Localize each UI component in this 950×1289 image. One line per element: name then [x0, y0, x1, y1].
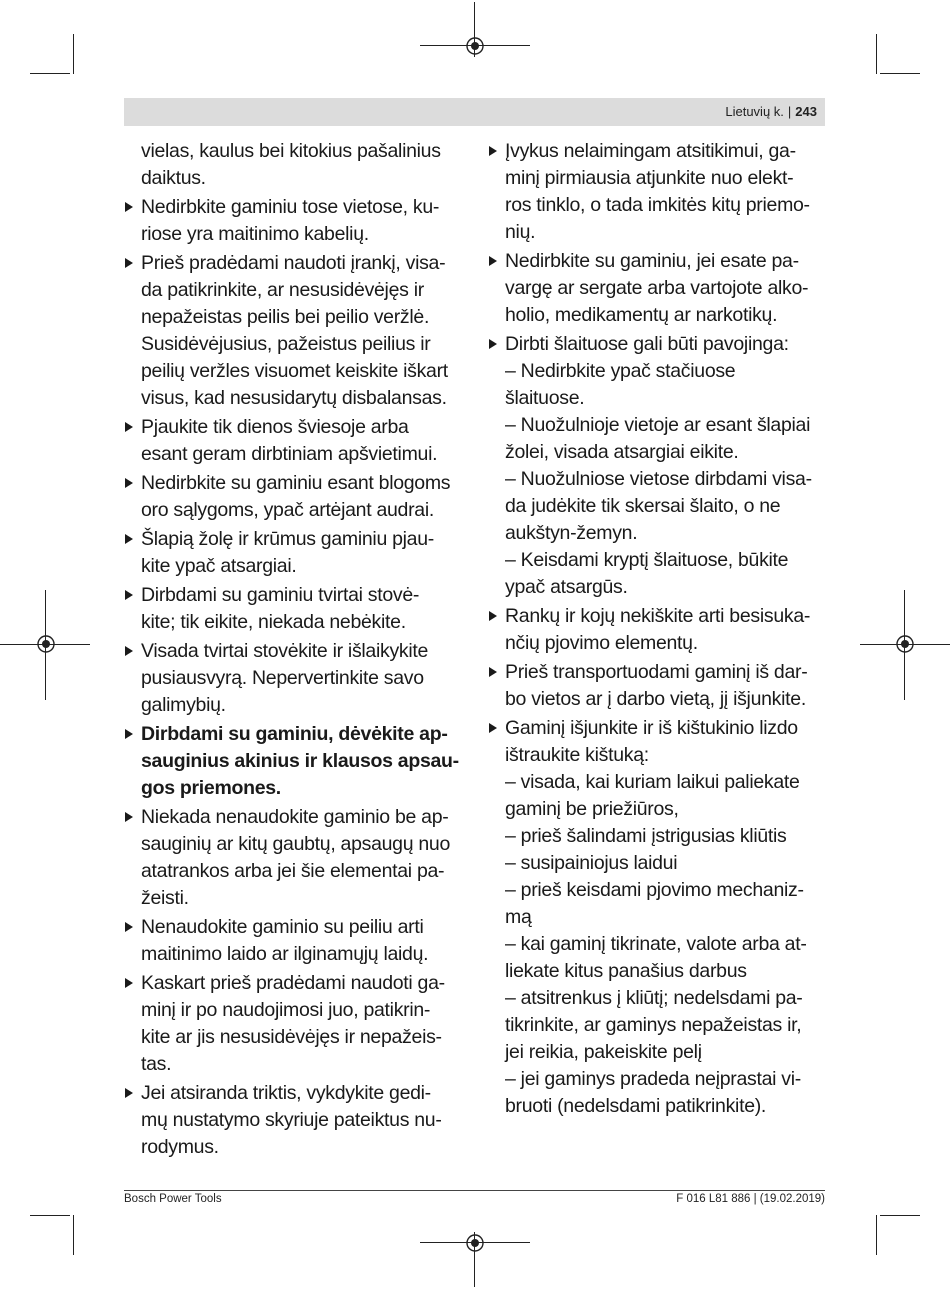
text-line: da patikrinkite, ar nesusidėvėjęs ir [141, 279, 424, 301]
crop-mark [876, 34, 877, 74]
text-line: Gaminį išjunkite ir iš kištukinio lizdo [505, 717, 798, 739]
text-line: sauginius akinius ir klausos apsau- [141, 750, 459, 772]
text-line: – Nuožulniose vietose dirbdami visa- [505, 468, 812, 490]
text-line: Dirbdami su gaminiu, dėvėkite ap- [141, 723, 448, 745]
text-line: ištraukite kištuką: [505, 744, 649, 766]
instruction-item [124, 1080, 454, 1161]
text-line: esant geram dirbtiniam apšvietimui. [141, 443, 438, 465]
text-line: Susidėvėjusius, pažeistus peilius ir [141, 333, 431, 355]
bullet-triangle-icon [125, 1088, 133, 1098]
text-line: Prieš pradėdami naudoti įrankį, visa- [141, 252, 446, 274]
instruction-item [488, 138, 818, 246]
text-line: – Keisdami kryptį šlaituose, būkite [505, 549, 789, 571]
header-language: Lietuvių k. [725, 104, 784, 119]
text-line: gos priemones. [141, 777, 281, 799]
text-line: peilių veržles visuomet keiskite iškart [141, 360, 448, 382]
text-line: ypač atsargūs. [505, 576, 628, 598]
text-line: – Nedirbkite ypač stačiuose [505, 360, 736, 382]
text-line: vargę ar sergate arba vartojote alko- [505, 277, 809, 299]
text-line: tikrinkite, ar gaminys nepažeistas ir, [505, 1014, 802, 1036]
instruction-item [124, 414, 454, 468]
text-line: nepažeistas peilis bei peilio veržlė. [141, 306, 430, 328]
text-line: kite ypač atsargiai. [141, 555, 297, 577]
bullet-triangle-icon [125, 729, 133, 739]
text-line: Niekada nenaudokite gaminio be ap- [141, 806, 449, 828]
instruction-item [124, 138, 454, 192]
page-header [124, 98, 825, 126]
text-line: – kai gaminį tikrinate, valote arba at- [505, 933, 807, 955]
registration-mark-icon [36, 634, 56, 654]
right-column [488, 138, 818, 1122]
text-line: daiktus. [141, 167, 206, 189]
page-number: 243 [795, 104, 817, 119]
registration-mark-icon [465, 1233, 485, 1253]
text-line: – susipainiojus laidui [505, 852, 678, 874]
text-line: minį pirmiausia atjunkite nuo elekt- [505, 167, 794, 189]
text-line: Jei atsiranda triktis, vykdykite gedi- [141, 1082, 431, 1104]
registration-mark-icon [895, 634, 915, 654]
text-line: Rankų ir kojų nekiškite arti besisuka- [505, 605, 811, 627]
text-line: mų nustatymo skyriuje pateiktus nu- [141, 1109, 442, 1131]
text-line: Nedirbkite su gaminiu esant blogoms [141, 472, 451, 494]
text-line: – Nuožulnioje vietoje ar esant šlapiai [505, 414, 811, 436]
text-line: Kaskart prieš pradėdami naudoti ga- [141, 972, 445, 994]
bullet-triangle-icon [125, 978, 133, 988]
text-line: kite ar jis nesusidėvėjęs ir nepažeis- [141, 1026, 442, 1048]
text-line: tas. [141, 1053, 172, 1075]
text-line: kite; tik eikite, niekada nebėkite. [141, 611, 406, 633]
text-line: Prieš transportuodami gaminį iš dar- [505, 661, 808, 683]
instruction-item [124, 582, 454, 636]
instruction-item [488, 715, 818, 1120]
text-line: – visada, kai kuriam laikui paliekate [505, 771, 800, 793]
crop-mark [30, 1215, 70, 1216]
registration-mark-icon [465, 36, 485, 56]
bullet-triangle-icon [125, 534, 133, 544]
bullet-triangle-icon [125, 812, 133, 822]
text-line: liekate kitus panašius darbus [505, 960, 747, 982]
text-line: riose yra maitinimo kabelių. [141, 223, 369, 245]
text-line: – prieš keisdami pjovimo mechaniz- [505, 879, 804, 901]
footer-doc-ref: F 016 L81 886 | (19.02.2019) [676, 1193, 825, 1205]
bullet-triangle-icon [125, 478, 133, 488]
bullet-triangle-icon [489, 146, 497, 156]
instruction-item [488, 331, 818, 601]
bullet-triangle-icon [489, 667, 497, 677]
instruction-item [124, 250, 454, 412]
crop-mark [73, 1215, 74, 1255]
text-line: visus, kad nesusidarytų disbalansas. [141, 387, 447, 409]
crop-mark [880, 73, 920, 74]
text-line: nčių pjovimo elementų. [505, 632, 698, 654]
bullet-triangle-icon [125, 258, 133, 268]
text-line: atatrankos arba jei šie elementai pa- [141, 860, 445, 882]
text-line: nių. [505, 221, 536, 243]
text-line: Dirbdami su gaminiu tvirtai stovė- [141, 584, 420, 606]
text-line: vielas, kaulus bei kitokius pašalinius [141, 140, 441, 162]
header-separator: | [787, 104, 792, 119]
text-line: galimybių. [141, 694, 226, 716]
instruction-item [124, 194, 454, 248]
text-line: Nedirbkite su gaminiu, jei esate pa- [505, 250, 799, 272]
instruction-item [488, 659, 818, 713]
text-line: Įvykus nelaimingam atsitikimui, ga- [505, 140, 796, 162]
text-line: Pjaukite tik dienos šviesoje arba [141, 416, 409, 438]
text-line: oro sąlygoms, ypač artėjant audrai. [141, 499, 434, 521]
text-line: aukštyn-žemyn. [505, 522, 638, 544]
instruction-item [124, 804, 454, 912]
text-line: Nenaudokite gaminio su peiliu arti [141, 916, 424, 938]
text-line: – jei gaminys pradeda neįprastai vi- [505, 1068, 801, 1090]
text-line: minį ir po naudojimosi juo, patikrin- [141, 999, 431, 1021]
text-line: sauginių ar kitų gaubtų, apsaugų nuo [141, 833, 451, 855]
text-line: šlaituose. [505, 387, 585, 409]
crop-mark [30, 73, 70, 74]
text-line: ros tinklo, o tada imkitės kitų priemo- [505, 194, 810, 216]
instruction-item [124, 970, 454, 1078]
bullet-triangle-icon [489, 611, 497, 621]
instruction-item [124, 470, 454, 524]
text-line: žolei, visada atsargiai eikite. [505, 441, 739, 463]
bullet-triangle-icon [125, 202, 133, 212]
text-line: gaminį be priežiūros, [505, 798, 679, 820]
instruction-item [124, 914, 454, 968]
text-line: Dirbti šlaituose gali būti pavojinga: [505, 333, 789, 355]
text-line: Šlapią žolę ir krūmus gaminiu pjau- [141, 528, 434, 550]
text-line: maitinimo laido ar ilginamųjų laidų. [141, 943, 429, 965]
bullet-triangle-icon [489, 256, 497, 266]
instruction-item [488, 603, 818, 657]
crop-mark [876, 1215, 877, 1255]
text-line: – prieš šalindami įstrigusias kliūtis [505, 825, 787, 847]
text-line: mą [505, 906, 532, 928]
bullet-triangle-icon [125, 646, 133, 656]
text-line: pusiausvyrą. Nepervertinkite savo [141, 667, 424, 689]
text-line: žeisti. [141, 887, 189, 909]
text-line: jei reikia, pakeiskite pelį [505, 1041, 702, 1063]
crop-mark [73, 34, 74, 74]
text-line: da judėkite tik skersai šlaito, o ne [505, 495, 781, 517]
text-line: rodymus. [141, 1136, 219, 1158]
bullet-triangle-icon [125, 590, 133, 600]
bullet-triangle-icon [489, 723, 497, 733]
text-line: holio, medikamentų ar narkotikų. [505, 304, 778, 326]
text-line: bo vietos ar į darbo vietą, jį išjunkite. [505, 688, 806, 710]
left-column [124, 138, 459, 1163]
instruction-item [124, 638, 454, 719]
instruction-item [488, 248, 818, 329]
header-text [725, 104, 817, 119]
bullet-triangle-icon [125, 422, 133, 432]
text-line: Nedirbkite gaminiu tose vietose, ku- [141, 196, 440, 218]
bullet-triangle-icon [489, 339, 497, 349]
footer-rule [124, 1190, 825, 1191]
text-line: Visada tvirtai stovėkite ir išlaikykite [141, 640, 429, 662]
text-line: bruoti (nedelsdami patikrinkite). [505, 1095, 767, 1117]
text-line: – atsitrenkus į kliūtį; nedelsdami pa- [505, 987, 803, 1009]
instruction-item [124, 526, 454, 580]
bullet-triangle-icon [125, 922, 133, 932]
footer-brand: Bosch Power Tools [124, 1193, 222, 1205]
crop-mark [880, 1215, 920, 1216]
instruction-item [124, 721, 459, 802]
